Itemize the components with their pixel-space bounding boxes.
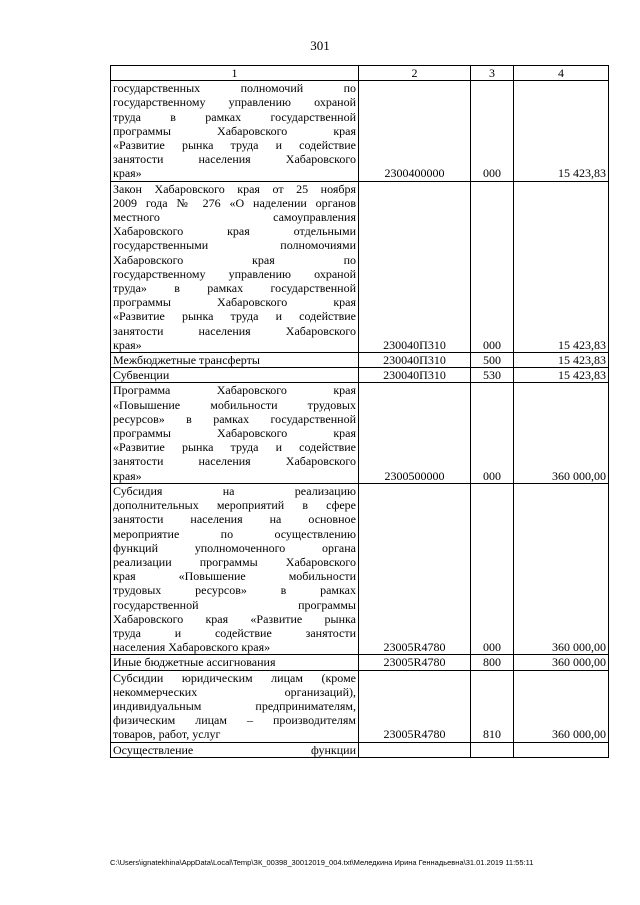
table-row bbox=[111, 383, 609, 483]
description-line: края» bbox=[113, 468, 142, 483]
table-row bbox=[111, 483, 609, 654]
description-line: «Развитие рынка труда и содействие bbox=[113, 440, 356, 455]
description-line: государственному управлению охраной bbox=[113, 95, 356, 110]
description-line: программы Хабаровского края bbox=[113, 123, 356, 138]
row-expense-type: 000 bbox=[471, 483, 514, 654]
row-description bbox=[111, 181, 359, 352]
description-line: Субвенции bbox=[113, 368, 170, 383]
table-row bbox=[111, 353, 609, 368]
description-line: Хабаровского края по bbox=[113, 252, 356, 267]
description-line: программы Хабаровского края bbox=[113, 426, 356, 441]
description-line: 2009 года № 276 «О наделении органов bbox=[113, 195, 356, 210]
table-body bbox=[111, 81, 609, 758]
description-line: «Повышение мобильности трудовых bbox=[113, 397, 356, 412]
row-target-code: 2300400000 bbox=[359, 81, 471, 181]
row-amount: 15 423,83 bbox=[514, 181, 609, 352]
row-description bbox=[111, 81, 359, 181]
row-expense-type: 800 bbox=[471, 655, 514, 670]
description-line: трудовых ресурсов» в рамках bbox=[113, 583, 356, 598]
description-line: труда» в рамках государственной bbox=[113, 281, 356, 296]
description-line: Осуществление функции bbox=[113, 742, 356, 757]
description-line: программы Хабаровского края bbox=[113, 295, 356, 310]
row-description bbox=[111, 655, 359, 670]
table-header-row bbox=[111, 66, 609, 81]
row-target-code: 23005R4780 bbox=[359, 670, 471, 742]
row-amount: 360 000,00 bbox=[514, 383, 609, 483]
row-expense-type: 500 bbox=[471, 353, 514, 368]
row-amount bbox=[514, 742, 609, 757]
description-line: Субсидия на реализацию bbox=[113, 483, 356, 498]
row-expense-type: 000 bbox=[471, 181, 514, 352]
row-target-code: 230040П310 bbox=[359, 368, 471, 383]
row-expense-type: 000 bbox=[471, 81, 514, 181]
table-row bbox=[111, 742, 609, 757]
row-amount: 360 000,00 bbox=[514, 483, 609, 654]
description-line: «Развитие рынка труда и содействие bbox=[113, 309, 356, 324]
row-target-code: 230040П310 bbox=[359, 181, 471, 352]
table-row bbox=[111, 81, 609, 181]
description-line: физическим лицам – производителям bbox=[113, 713, 356, 728]
document-footer-path: C:\Users\ignatekhina\AppData\Local\Temp\ЗК_00398_30012019_004.txt\Меледкина Ирина Геннадьевна\31.01.2019 11:55:11 bbox=[110, 858, 534, 867]
budget-table bbox=[110, 65, 609, 758]
row-amount: 15 423,83 bbox=[514, 368, 609, 383]
description-line: края «Повышение мобильности bbox=[113, 569, 356, 584]
description-line: реализации программы Хабаровского bbox=[113, 554, 356, 569]
row-expense-type: 530 bbox=[471, 368, 514, 383]
description-line: функций уполномоченного органа bbox=[113, 540, 356, 555]
page-number: 301 bbox=[310, 38, 330, 53]
row-description bbox=[111, 353, 359, 368]
row-amount: 15 423,83 bbox=[514, 353, 609, 368]
description-line: занятости населения Хабаровского bbox=[113, 152, 356, 167]
row-target-code: 230040П310 bbox=[359, 353, 471, 368]
description-line: Программа Хабаровского края bbox=[113, 383, 356, 398]
description-line: Хабаровского края «Развитие рынка bbox=[113, 611, 356, 626]
row-amount: 15 423,83 bbox=[514, 81, 609, 181]
description-line: ресурсов» в рамках государственной bbox=[113, 411, 356, 426]
description-line: «Развитие рынка труда и содействие bbox=[113, 138, 356, 153]
row-expense-type bbox=[471, 742, 514, 757]
description-line: Межбюджетные трансферты bbox=[113, 353, 260, 368]
description-line: некоммерческих организаций), bbox=[113, 684, 356, 699]
row-expense-type: 000 bbox=[471, 383, 514, 483]
row-amount: 360 000,00 bbox=[514, 670, 609, 742]
row-target-code: 23005R4780 bbox=[359, 483, 471, 654]
row-description bbox=[111, 483, 359, 654]
row-expense-type: 810 bbox=[471, 670, 514, 742]
description-line: труда и содействие занятости bbox=[113, 625, 356, 640]
row-amount: 360 000,00 bbox=[514, 655, 609, 670]
row-description bbox=[111, 368, 359, 383]
table-row bbox=[111, 181, 609, 352]
description-line: занятости населения Хабаровского bbox=[113, 454, 356, 469]
description-line: государственному управлению охраной bbox=[113, 266, 356, 281]
description-line: труда в рамках государственной bbox=[113, 109, 356, 124]
description-line: занятости населения на основное bbox=[113, 512, 356, 527]
row-description bbox=[111, 742, 359, 757]
description-line: государственными полномочиями bbox=[113, 238, 356, 253]
description-line: мероприятие по осуществлению bbox=[113, 526, 356, 541]
description-line: государственной программы bbox=[113, 597, 356, 612]
column-header-amount: 4 bbox=[514, 66, 609, 81]
row-target-code: 2300500000 bbox=[359, 383, 471, 483]
description-line: края» bbox=[113, 166, 142, 181]
table-row bbox=[111, 670, 609, 742]
row-description bbox=[111, 383, 359, 483]
description-line: занятости населения Хабаровского bbox=[113, 323, 356, 338]
description-line: индивидуальным предпринимателям, bbox=[113, 698, 356, 713]
table-row bbox=[111, 655, 609, 670]
description-line: государственных полномочий по bbox=[113, 81, 356, 96]
row-target-code: 23005R4780 bbox=[359, 655, 471, 670]
description-line: товаров, работ, услуг bbox=[113, 727, 221, 742]
description-line: Субсидии юридическим лицам (кроме bbox=[113, 670, 356, 685]
description-line: Хабаровского края отдельными bbox=[113, 224, 356, 239]
table-row bbox=[111, 368, 609, 383]
description-line: Закон Хабаровского края от 25 ноября bbox=[113, 181, 356, 196]
column-header-expense-type: 3 bbox=[471, 66, 514, 81]
description-line: населения Хабаровского края» bbox=[113, 640, 271, 655]
description-line: Иные бюджетные ассигнования bbox=[113, 655, 276, 670]
description-line: дополнительных мероприятий в сфере bbox=[113, 498, 356, 513]
description-line: местного самоуправления bbox=[113, 210, 356, 225]
column-header-target-code: 2 bbox=[359, 66, 471, 81]
row-target-code bbox=[359, 742, 471, 757]
description-line: края» bbox=[113, 337, 142, 352]
row-description bbox=[111, 670, 359, 742]
column-header-description: 1 bbox=[111, 66, 359, 81]
